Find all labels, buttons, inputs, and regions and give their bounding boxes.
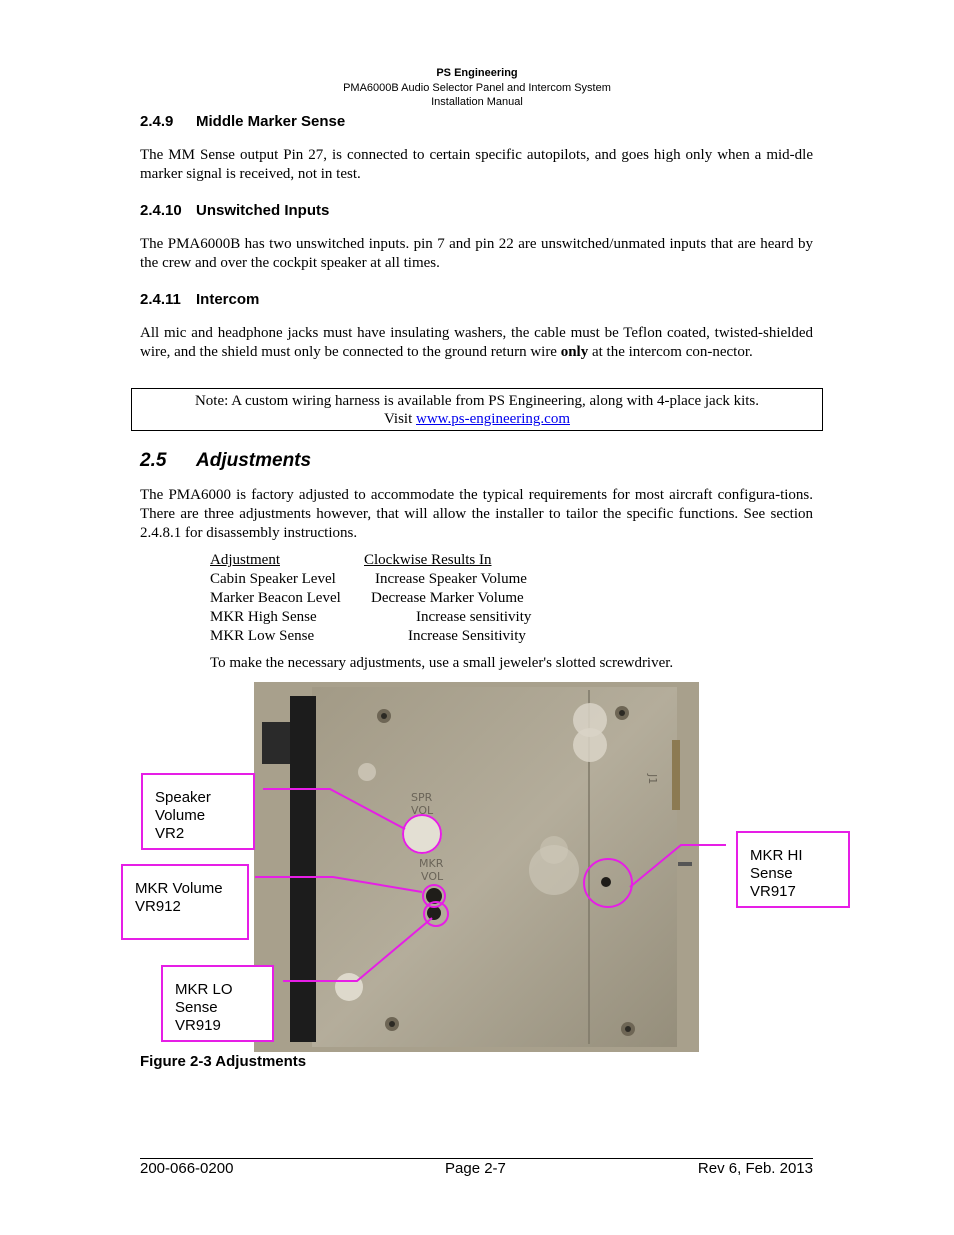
tool-note: To make the necessary adjustments, use a small jeweler's slotted screwdriver. [210, 655, 674, 671]
footer-page-number: Page 2-7 [445, 1160, 506, 1177]
callout-line: Speaker [155, 789, 211, 806]
callout-line: Sense [175, 999, 218, 1016]
callout-line: MKR HI [750, 847, 803, 864]
section-title: Unswitched Inputs [196, 202, 330, 219]
intercom-text-emphasis: only [560, 343, 589, 360]
table-cell: MKR High Sense [210, 609, 317, 625]
callout-mkr-volume [121, 864, 249, 940]
callout-line: VR2 [155, 825, 185, 842]
callout-line: VR912 [135, 898, 181, 915]
table-header: Clockwise Results In [364, 552, 492, 568]
section-number: 2.4.10 [140, 202, 182, 219]
note-text: Note: A custom wiring harness is available from PS Engineering, along with 4-place jack kits. [194, 393, 760, 409]
table-cell: Increase Speaker Volume [375, 571, 527, 587]
footer-doc-number: 200-066-0200 [140, 1160, 234, 1177]
silkscreen-label: MKR [419, 857, 444, 870]
table-cell: MKR Low Sense [210, 628, 315, 644]
callout-line: Sense [750, 865, 793, 882]
section-number: 2.4.9 [140, 113, 174, 130]
note-visit: Visit [383, 411, 417, 427]
header-company: PS Engineering [436, 67, 518, 79]
paragraph-adjustments-intro: The PMA6000 is factory adjusted to accommodate the typical requirements for most aircraft configura-tions. There are three adjustments however, that will allow the installer to tailor the specific functions. See section 2.4.8.1 for disassembly instructions. [140, 487, 813, 541]
section-title: Intercom [196, 291, 260, 308]
section-title: Adjustments [196, 450, 312, 471]
section-number: 2.4.11 [140, 291, 181, 308]
callout-speaker-volume [141, 773, 255, 850]
website-link[interactable]: www.ps-engineering.com [416, 411, 570, 427]
callout-line: VR919 [175, 1017, 221, 1034]
paragraph-unswitched-inputs: The PMA6000B has two unswitched inputs. pin 7 and pin 22 are unswitched/unmated inputs that are heard by the crew and over the cockpit speaker at all times. [140, 236, 813, 271]
callout-line: MKR LO [175, 981, 233, 998]
footer-divider [140, 1158, 813, 1159]
intercom-text-a: All mic and headphone jacks must have insulating washers, the cable must be Teflon coated, twisted-shielded wire, and the shield must only be connected to the ground return wire [140, 325, 813, 360]
table-cell: Increase sensitivity [416, 609, 532, 625]
section-number: 2.5 [140, 450, 167, 471]
callout-line: Volume [155, 807, 206, 824]
section-title: Middle Marker Sense [196, 113, 346, 130]
table-cell: Increase Sensitivity [408, 628, 526, 644]
table-cell: Cabin Speaker Level [210, 571, 336, 587]
header-doc-type: Installation Manual [431, 96, 523, 108]
silkscreen-label: VOL [421, 870, 444, 883]
callout-mkr-lo-sense [161, 965, 274, 1042]
figure-caption: Figure 2-3 Adjustments [140, 1053, 307, 1070]
paragraph-middle-marker: The MM Sense output Pin 27, is connected to certain specific autopilots, and goes high only when a mid-dle marker signal is received, not in test. [140, 147, 813, 182]
callout-mkr-hi-sense [736, 831, 850, 908]
footer-revision: Rev 6, Feb. 2013 [697, 1160, 813, 1177]
callout-line: VR917 [750, 883, 796, 900]
callout-line: MKR Volume [135, 880, 223, 897]
silkscreen-label: SPR [411, 791, 433, 804]
table-header: Adjustment [210, 552, 280, 568]
silkscreen-label: J1 [646, 774, 659, 785]
table-cell: Decrease Marker Volume [371, 590, 524, 606]
intercom-text-b: at the intercom con-nector. [588, 343, 753, 360]
header-product: PMA6000B Audio Selector Panel and Intercom System [343, 82, 611, 94]
table-cell: Marker Beacon Level [210, 590, 341, 606]
silkscreen-label: VOL [411, 804, 434, 817]
